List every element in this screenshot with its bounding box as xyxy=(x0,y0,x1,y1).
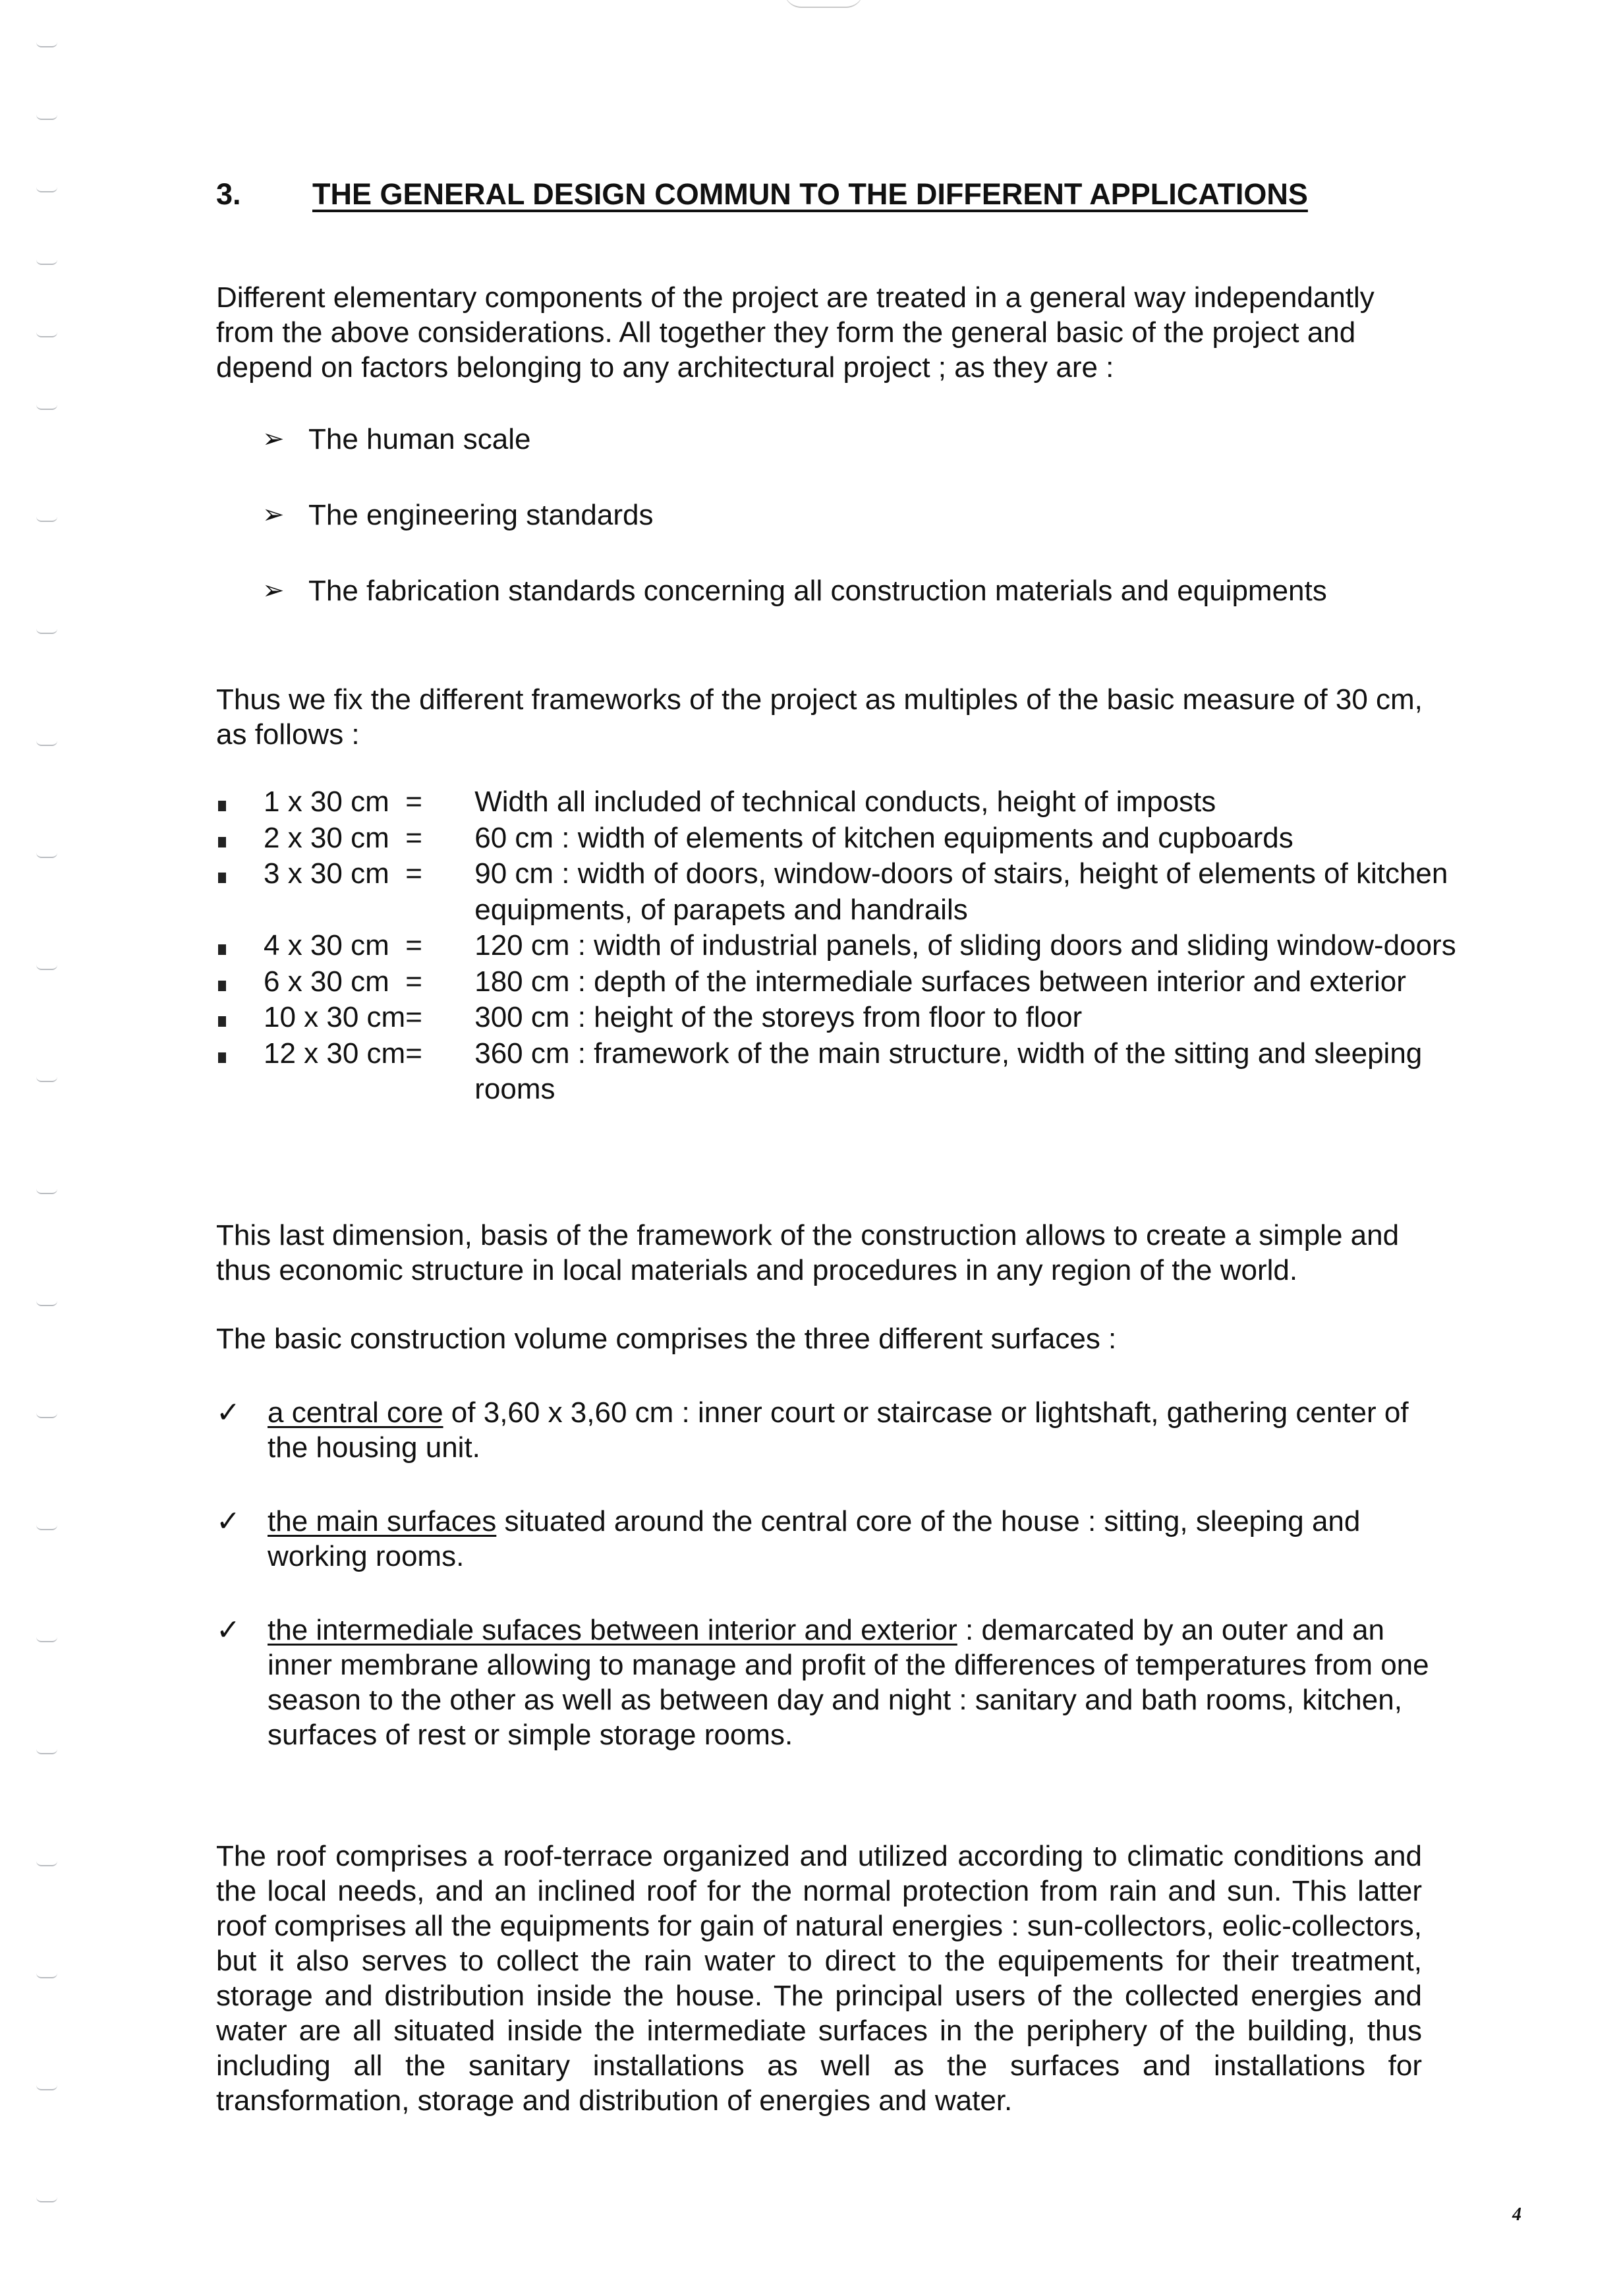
list-item xyxy=(216,1504,1468,1574)
surface-term: the intermediale sufaces between interior and exterior xyxy=(268,1614,957,1646)
roof-paragraph: The roof comprises a roof-terrace organized and utilized according to climatic conditions and the local needs, and an inclined roof for the normal protection from rain and sun. This latter roof comprises all the equipments for gain of natural energies : sun-collectors, eolic-collectors, but it also serves to collect the rain water to direct to the equipements for their treatment, storage and distribution inside the house. The principal users of the collected energies and water are all situated inside the intermediate surfaces in the periphery of the building, thus including all the sanitary installations as well as the surfaces and installations for transformation, storage and distribution of energies and water. xyxy=(216,1840,1422,2117)
binder-mark xyxy=(36,115,57,120)
measure-description: 120 cm : width of industrial panels, of sliding doors and sliding window-doors xyxy=(474,929,1456,961)
measure-multiple: 3 x 30 cm xyxy=(264,857,389,890)
frameworks-intro-paragraph: Thus we fix the different frameworks of the project as multiples of the basic measure of 30 cm, as follows : xyxy=(216,683,1423,751)
basic-volume-paragraph: The basic construction volume comprises the three different surfaces : xyxy=(216,1323,1117,1355)
equals-sign: = xyxy=(405,929,422,961)
binder-mark xyxy=(36,1973,57,1978)
binder-mark xyxy=(36,2085,57,2090)
square-bullet-icon xyxy=(218,1016,226,1027)
section-number: 3. xyxy=(216,177,241,211)
factor-text: The engineering standards xyxy=(308,499,654,531)
last-dimension-paragraph: This last dimension, basis of the framework of the construction allows to create a simple and thus economic structure in local materials and procedures in any region of the world. xyxy=(216,1219,1400,1286)
factor-text: The fabrication standards concerning all construction materials and equipments xyxy=(308,575,1327,607)
binder-mark xyxy=(36,741,57,746)
square-bullet-icon xyxy=(218,1052,226,1063)
measure-description: 300 cm : height of the storeys from floor to floor xyxy=(474,1001,1083,1033)
measure-multiple: 12 x 30 cm xyxy=(264,1037,406,1070)
binder-mark xyxy=(36,2197,57,2202)
equals-sign: = xyxy=(405,1001,422,1033)
square-bullet-icon xyxy=(218,801,226,811)
binder-mark xyxy=(36,1189,57,1194)
checkmark-icon: ✓ xyxy=(216,1505,241,1537)
binder-mark xyxy=(36,629,57,634)
list-item xyxy=(216,1395,1468,1465)
equals-sign: = xyxy=(405,821,422,854)
binder-mark xyxy=(36,853,57,858)
measures-list xyxy=(216,784,1463,1108)
measure-multiple: 1 x 30 cm xyxy=(264,786,389,818)
binder-mark xyxy=(36,42,57,47)
measure-multiple: 4 x 30 cm xyxy=(264,929,389,961)
arrowhead-bullet-icon: ➢ xyxy=(262,500,285,529)
arrowhead-bullet-icon: ➢ xyxy=(262,576,285,605)
square-bullet-icon xyxy=(218,837,226,847)
binder-mark xyxy=(36,1413,57,1418)
surface-text: : demarcated by an outer and an inner membrane allowing to manage and profit of the differences of temperatures from one season to the other as well as between day and night : sanitary and bath rooms, kitchen, surfaces of rest or simple storage rooms. xyxy=(268,1614,1429,1751)
equals-sign: = xyxy=(405,857,422,890)
binder-mark xyxy=(36,1749,57,1754)
binder-mark xyxy=(36,1077,57,1082)
measure-description: Width all included of technical conducts, height of imposts xyxy=(474,786,1216,818)
binder-mark xyxy=(36,332,57,337)
measure-description: 360 cm : framework of the main structure, width of the sitting and sleeping rooms xyxy=(474,1037,1423,1105)
measure-multiple: 2 x 30 cm xyxy=(264,821,389,854)
binder-mark xyxy=(36,965,57,970)
checkmark-icon: ✓ xyxy=(216,1614,241,1646)
measure-description: 180 cm : depth of the intermediale surfaces between interior and exterior xyxy=(474,965,1406,998)
square-bullet-icon xyxy=(218,873,226,883)
surface-text: situated around the central core of the house : sitting, sleeping and working rooms. xyxy=(268,1505,1361,1572)
binder-mark xyxy=(36,405,57,410)
list-item xyxy=(262,573,1327,649)
binder-hole-marks xyxy=(36,0,63,2296)
measure-row xyxy=(216,1036,1463,1108)
section-heading xyxy=(216,177,1308,212)
equals-sign: = xyxy=(405,1037,422,1070)
surface-term: a central core xyxy=(268,1396,443,1429)
binder-mark xyxy=(36,1301,57,1306)
section-title: THE GENERAL DESIGN COMMUN TO THE DIFFERENT APPLICATIONS xyxy=(312,177,1308,211)
factors-list xyxy=(262,422,1327,649)
surface-text: of 3,60 x 3,60 cm : inner court or staircase or lightshaft, gathering center of the housing unit. xyxy=(268,1396,1409,1464)
scan-artifact-arc xyxy=(784,0,863,8)
measure-row xyxy=(216,1000,1463,1036)
surfaces-list xyxy=(216,1395,1468,1791)
measure-multiple: 10 x 30 cm xyxy=(264,1001,406,1033)
list-item xyxy=(262,422,1327,498)
binder-mark xyxy=(36,260,57,265)
checkmark-icon: ✓ xyxy=(216,1396,241,1429)
measure-row xyxy=(216,784,1463,820)
page-number: 4 xyxy=(1512,2204,1521,2225)
square-bullet-icon xyxy=(218,981,226,991)
measure-row xyxy=(216,820,1463,857)
square-bullet-icon xyxy=(218,944,226,955)
equals-sign: = xyxy=(405,965,422,998)
binder-mark xyxy=(36,1525,57,1530)
binder-mark xyxy=(36,187,57,192)
binder-mark xyxy=(36,517,57,522)
intro-paragraph: Different elementary components of the project are treated in a general way independantly from the above considerations. All together they form the general basic of the project and depend on factors belonging to any architectural project ; as they are : xyxy=(216,281,1375,384)
measure-description: 60 cm : width of elements of kitchen equipments and cupboards xyxy=(474,821,1293,854)
factor-text: The human scale xyxy=(308,423,531,455)
list-item xyxy=(262,498,1327,573)
list-item xyxy=(216,1613,1468,1752)
surface-term: the main surfaces xyxy=(268,1505,497,1537)
measure-row xyxy=(216,856,1463,928)
measure-row xyxy=(216,928,1463,964)
binder-mark xyxy=(36,1861,57,1866)
binder-mark xyxy=(36,1637,57,1642)
measure-row xyxy=(216,964,1463,1000)
arrowhead-bullet-icon: ➢ xyxy=(262,424,285,453)
measure-multiple: 6 x 30 cm xyxy=(264,965,389,998)
equals-sign: = xyxy=(405,786,422,818)
measure-description: 90 cm : width of doors, window-doors of stairs, height of elements of kitchen equipments, of parapets and handrails xyxy=(474,857,1448,926)
